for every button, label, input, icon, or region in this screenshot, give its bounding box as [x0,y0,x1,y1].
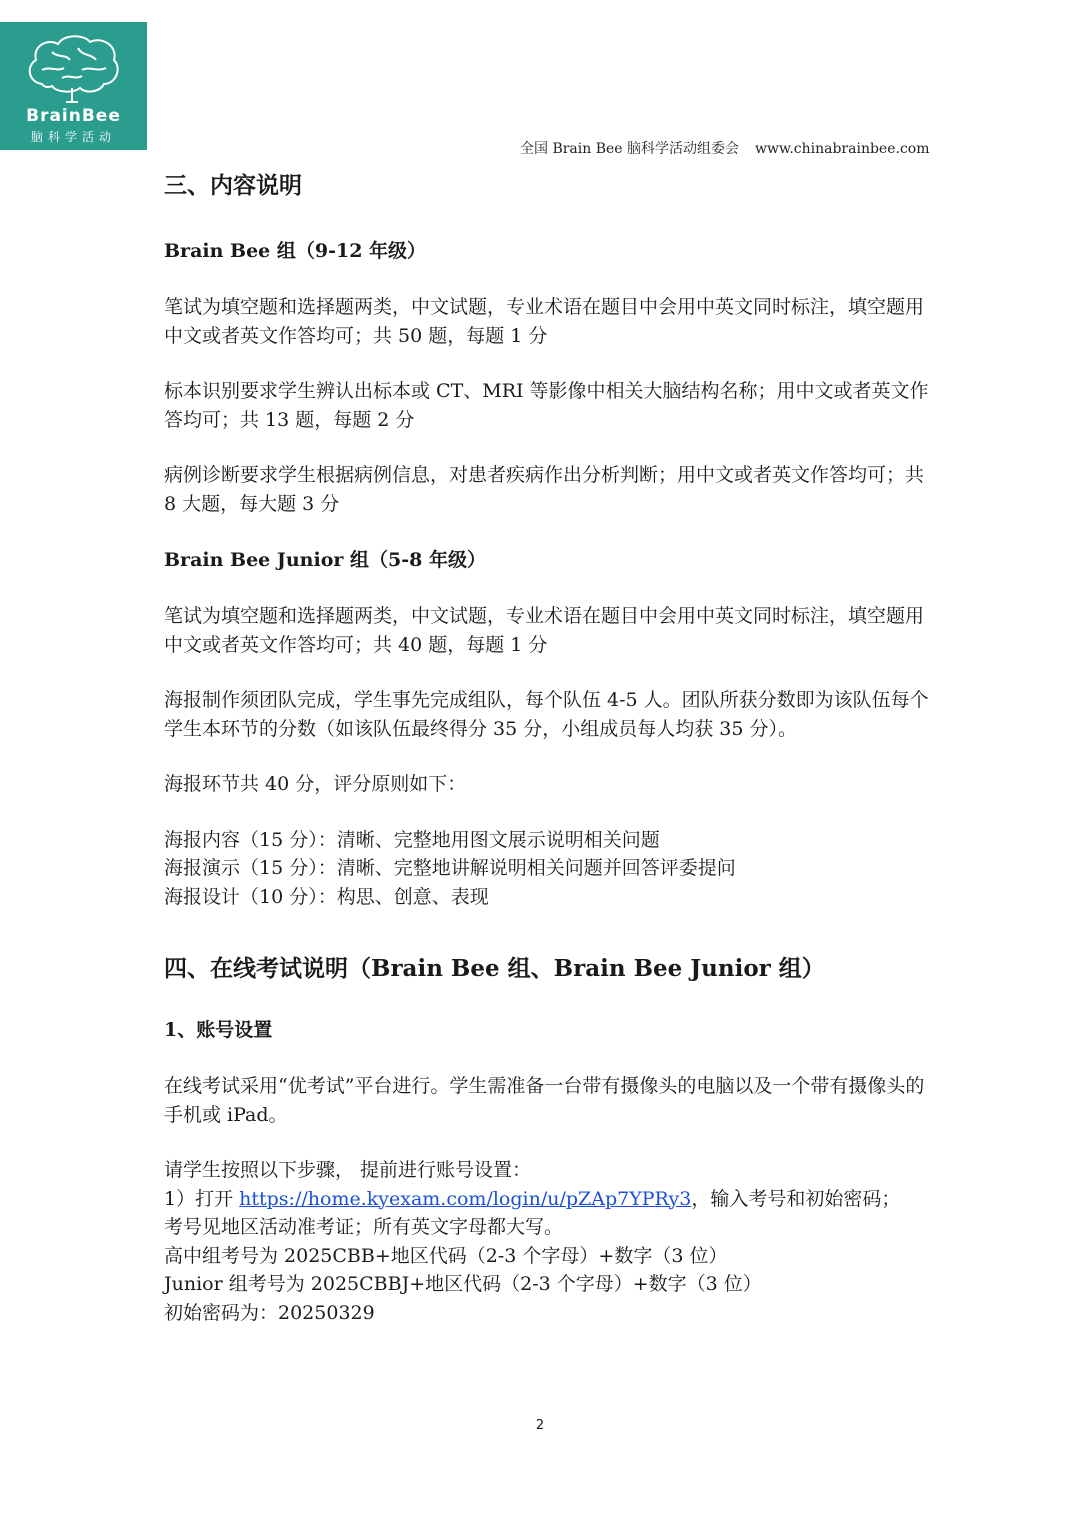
brain-icon [22,32,124,106]
step-1-prefix: 1）打开 [164,1187,240,1210]
group2-poster-score: 海报环节共 40 分，评分原则如下： [164,773,467,795]
group2-poster-team: 海报制作须团队完成，学生事先完成组队，每个队伍 4-5 人。团队所获分数即为该队伍每个学生本环节的分数（如该队伍最终得分 35 分，小组成员每人均获 35 分）。 [164,689,929,740]
initial-password: 初始密码为：20250329 [164,1301,375,1324]
logo-brand-text: BrainBee [26,106,121,126]
exam-login-link[interactable]: https://home.kyexam.com/login/u/pZAp7YPRy3 [239,1187,692,1210]
step-1 [164,1185,934,1214]
step-1-suffix: ，输入考号和初始密码； [691,1187,901,1210]
group1-specimen-id: 标本识别要求学生辨认出标本或 CT、MRI 等影像中相关大脑结构名称；用中文或者英文作答均可；共 13 题，每题 2 分 [164,380,929,431]
group2-written-exam: 笔试为填空题和选择题两类，中文试题，专业术语在题目中会用中英文同时标注，填空题用中文或者英文作答均可；共 40 题，每题 1 分 [164,605,925,656]
step-1-note: 考号见地区活动准考证；所有英文字母都大写。 [164,1216,564,1238]
logo-subtitle: 脑科学活动 [30,130,116,144]
account-setup-title: 1、账号设置 [164,1019,273,1041]
criteria-item: 海报内容（15 分）：清晰、完整地用图文展示说明相关问题 [164,828,660,851]
section3-title: 三、内容说明 [164,172,302,199]
senior-id-format: 高中组考号为 2025CBB+地区代码（2-3 个字母）+数字（3 位） [164,1244,728,1267]
junior-id-format: Junior 组考号为 2025CBBJ+地区代码（2-3 个字母）+数字（3 位） [164,1273,762,1295]
group1-case-diagnosis: 病例诊断要求学生根据病例信息，对患者疾病作出分析判断；用中文或者英文作答均可；共 8 大题，每大题 3 分 [164,464,925,515]
exam-platform-intro: 在线考试采用“优考试”平台进行。学生需准备一台带有摄像头的电脑以及一个带有摄像头的手机或 iPad。 [164,1075,925,1126]
header-org: 全国 Brain Bee 脑科学活动组委会 [520,141,740,157]
criteria-item: 海报设计（10 分）：构思、创意、表现 [164,885,489,908]
group1-title: Brain Bee 组（9-12 年级） [164,240,427,262]
header-url: www.chinabrainbee.com [755,141,930,157]
group2-title: Brain Bee Junior 组（5-8 年级） [164,549,486,571]
document-body [164,166,934,1327]
group1-written-exam: 笔试为填空题和选择题两类，中文试题，专业术语在题目中会用中英文同时标注，填空题用中文或者英文作答均可；共 50 题，每题 1 分 [164,296,925,347]
page-number: 2 [535,1418,545,1433]
page-header [520,138,930,158]
steps-intro: 请学生按照以下步骤， 提前进行账号设置： [164,1159,532,1181]
section4-title: 四、在线考试说明（Brain Bee 组、Brain Bee Junior 组） [164,955,825,982]
brainbee-logo [0,22,147,150]
criteria-item: 海报演示（15 分）：清晰、完整地讲解说明相关问题并回答评委提问 [164,857,736,879]
